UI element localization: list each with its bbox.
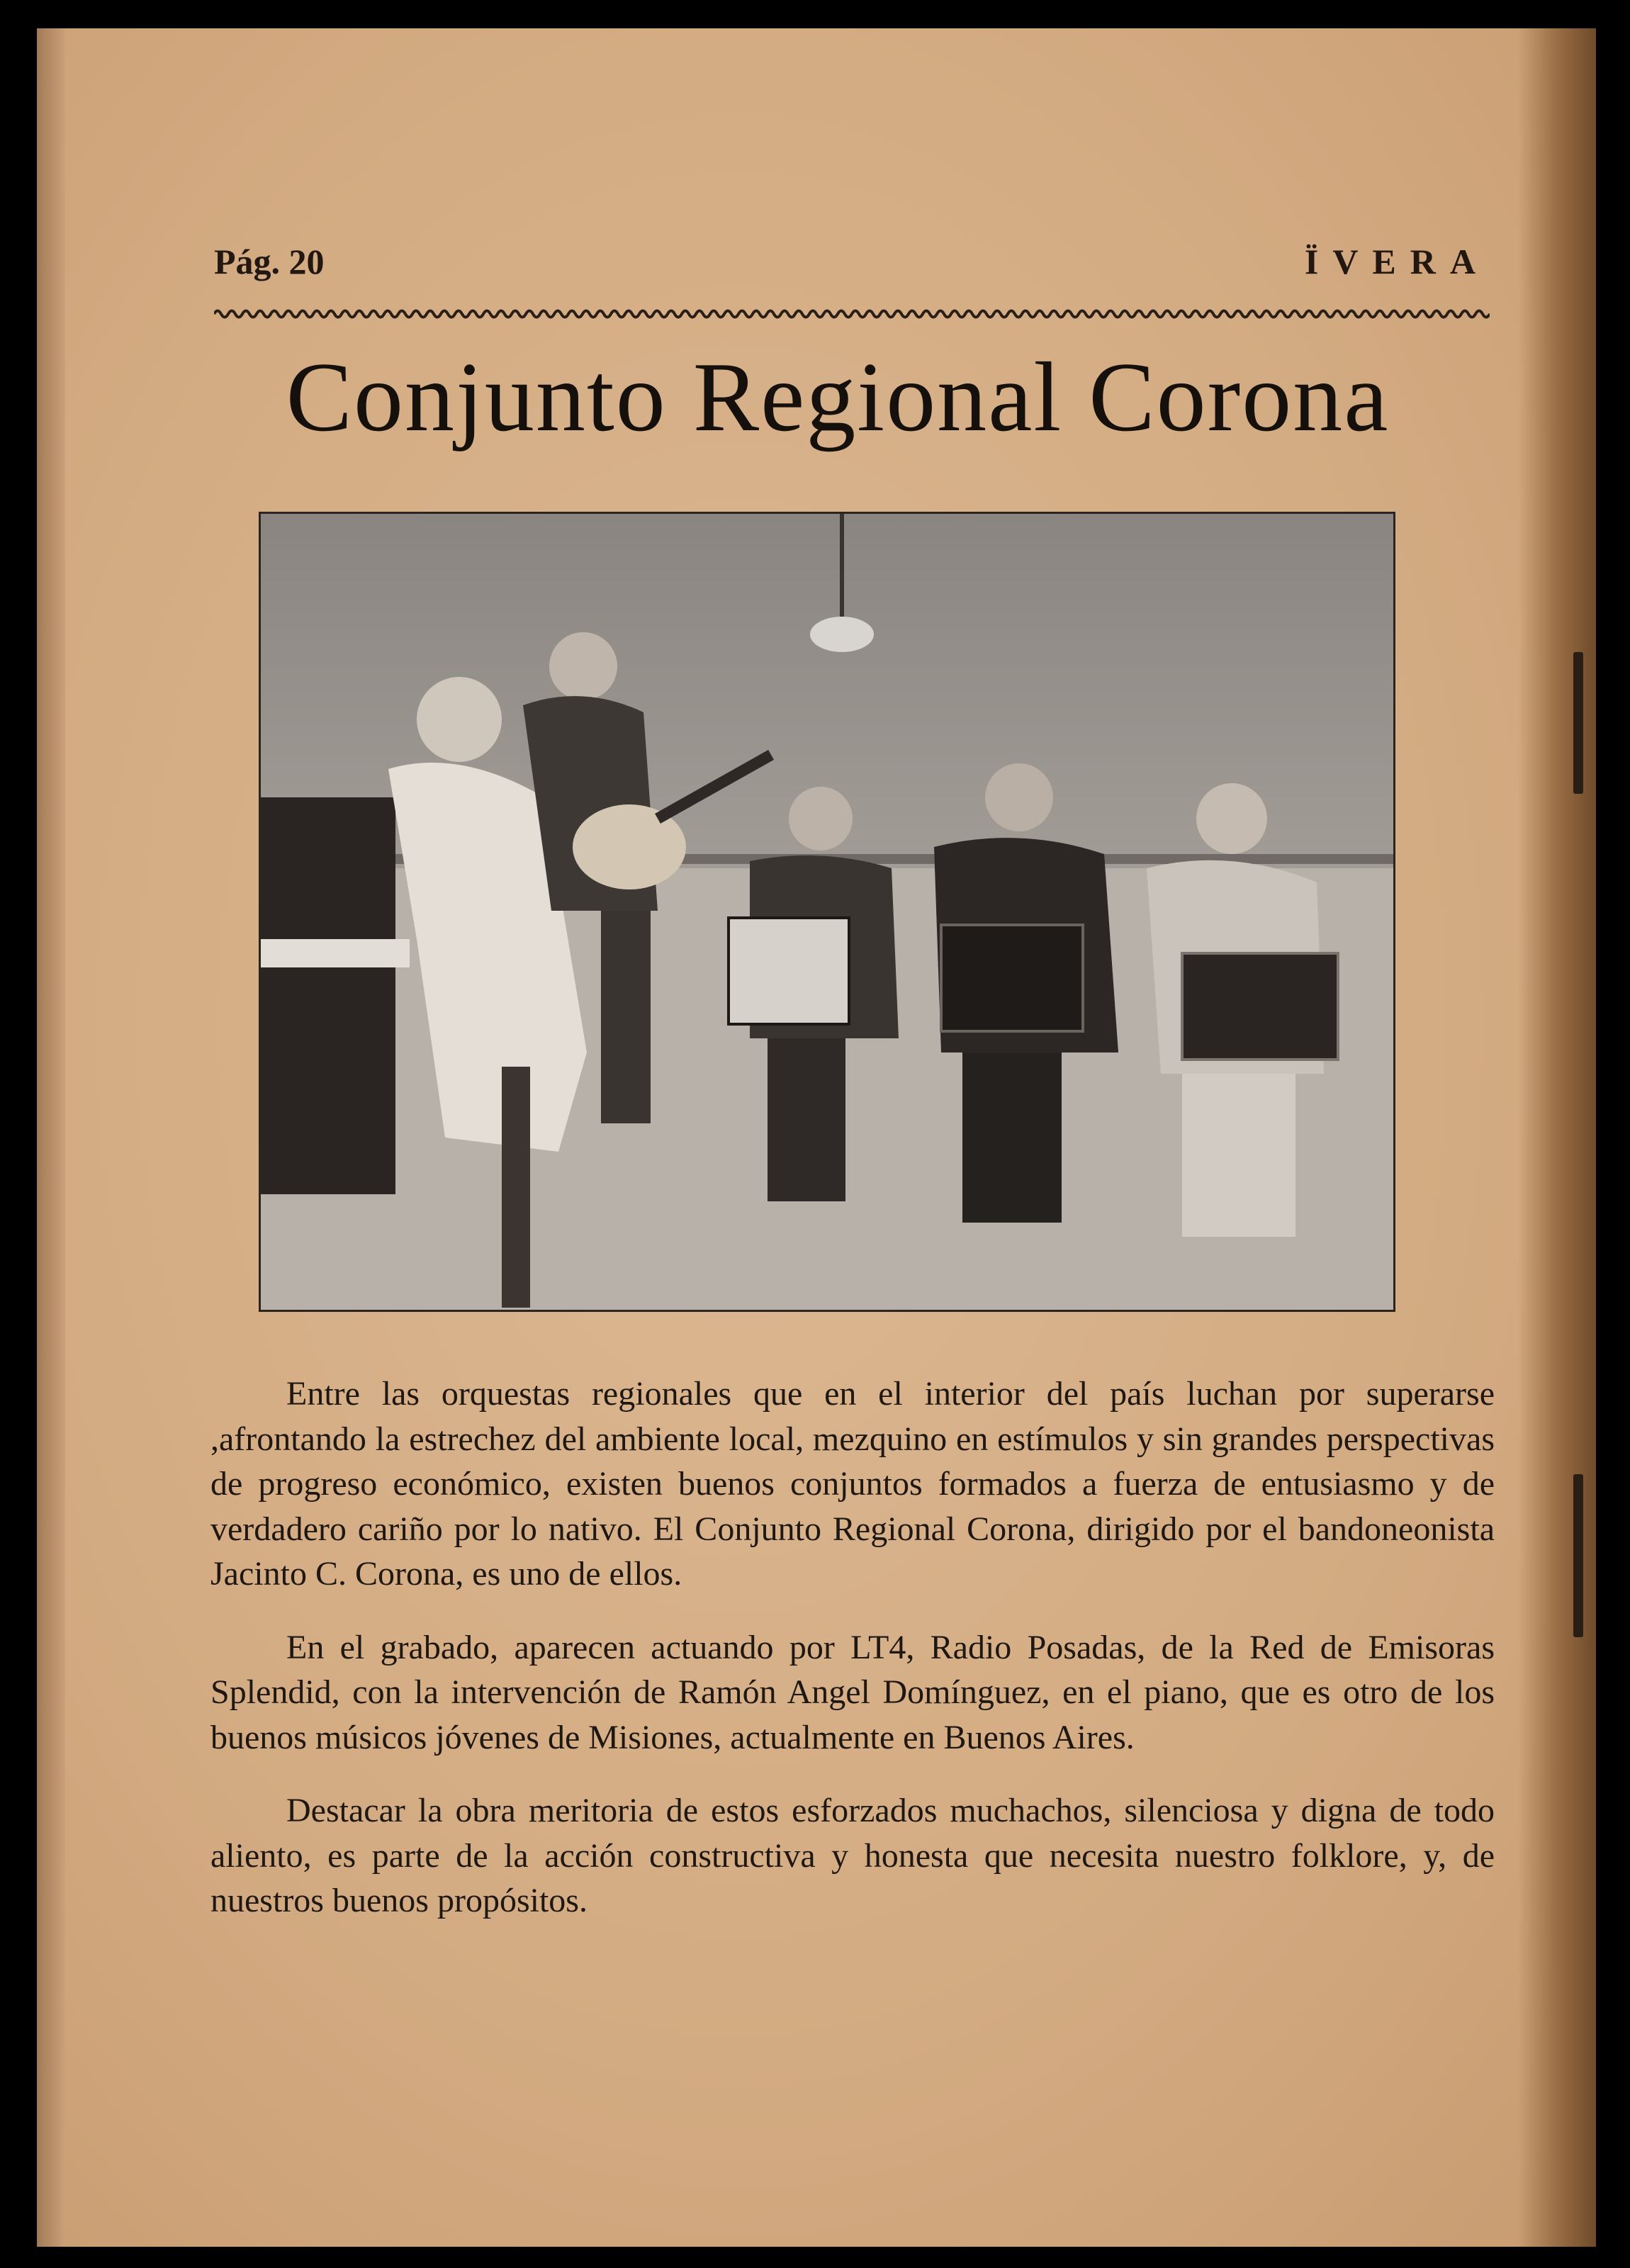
magazine-page	[37, 28, 1596, 2247]
article-paragraph: Destacar la obra meritoria de estos esforzados muchachos, silenciosa y digna de todo aliento, es parte de la acción constructiva y honesta que necesita nuestro folklore, y, de nuestros buenos propósitos.	[210, 1792, 1495, 1919]
binding-stitch	[1573, 652, 1583, 794]
binding-gutter	[1518, 28, 1596, 2247]
article-paragraph: Entre las orquestas regionales que en el interior del país luchan por superarse ,afrontando la estrechez del ambiente local, mezquino en estímulos y sin grandes perspectivas de progreso económico, existen buenos conjuntos formados a fuerza de entusiasmo y de verdadero cariño por lo nativo. El Conjunto Regional Corona, dirigido por el bandoneonista Jacinto C. Corona, es uno de ellos.	[210, 1375, 1495, 1593]
article-title: Conjunto Regional Corona	[286, 342, 1390, 452]
page-edge	[37, 28, 65, 2247]
magazine-name: ÏVERA	[1304, 242, 1490, 281]
page-number: Pág. 20	[214, 242, 325, 281]
article-body	[210, 1371, 1495, 1952]
binding-stitch	[1573, 1474, 1583, 1637]
page-header	[214, 241, 1490, 298]
band-photo	[259, 512, 1395, 1312]
wavy-divider	[214, 303, 1490, 325]
article-paragraph: En el grabado, aparecen actuando por LT4, Radio Posadas, de la Red de Emisoras Splendid, con la intervención de Ramón Angel Domínguez, en el piano, que es otro de los buenos músicos jóvenes de Misiones, actualmente en Buenos Aires.	[210, 1628, 1495, 1756]
